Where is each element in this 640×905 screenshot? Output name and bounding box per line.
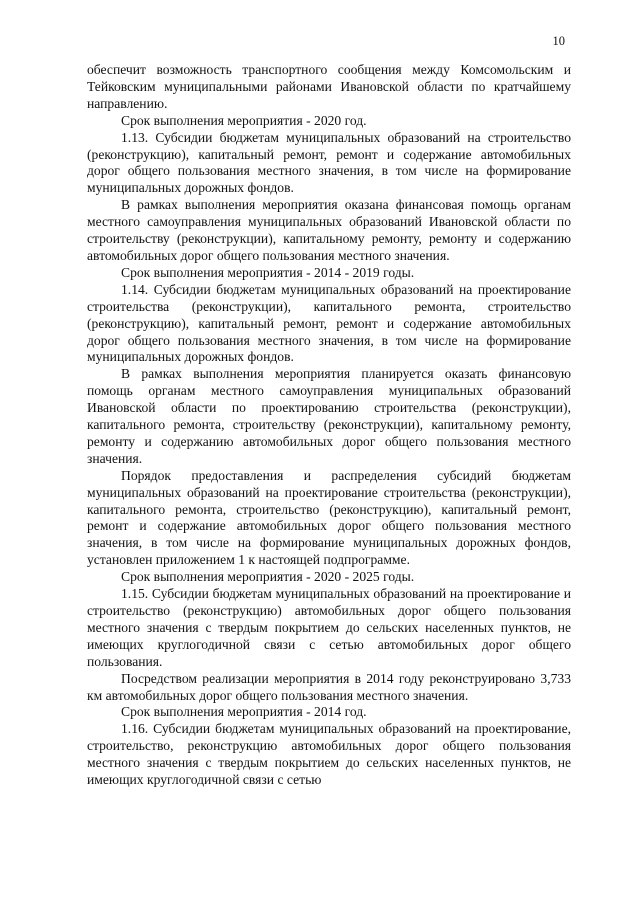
paragraph-item-1-14: 1.14. Субсидии бюджетам муниципальных образований на проектирование строительства (реконструкции), капитального ремонта, строительство (реконструкцию), капитальный ремонт, ремонт и содержание автомобильных дорог общего пользования местного значения, в том числе на формирование муниципальных дорожных фондов. bbox=[87, 281, 571, 365]
paragraph-item-1-15: 1.15. Субсидии бюджетам муниципальных образований на проектирование и строительство (реконструкцию) автомобильных дорог общего пользования местного значения с твердым покрытием до сельских населенных пунктов, не имеющих круглогодичной связи с сетью автомобильных дорог общего пользования. bbox=[87, 586, 571, 669]
paragraph-item-1-13: 1.13. Субсидии бюджетам муниципальных образований на строительство (реконструкцию), капитальный ремонт, ремонт и содержание автомобильных дорог общего пользования местного значения, в том числе на формирование муниципальных дорожных фондов. bbox=[87, 129, 571, 196]
page-number: 10 bbox=[552, 34, 565, 48]
paragraph-deadline-2020-2025: Срок выполнения мероприятия - 2020 - 2025 годы. bbox=[121, 569, 415, 585]
paragraph-item-1-15-result: Посредством реализации мероприятия в 2014 году реконструировано 3,733 км автомобильных дорог общего пользования местного значения. bbox=[87, 670, 571, 703]
paragraph-item-1-16: 1.16. Субсидии бюджетам муниципальных образований на проектирование, строительство, реконструкцию автомобильных дорог общего пользования местного значения с твердым покрытием до сельских населенных пунктов, не имеющих круглогодичной связи с сетью bbox=[87, 721, 571, 788]
paragraph-item-1-14-description: В рамках выполнения мероприятия планируется оказать финансовую помощь органам местного самоуправления муниципальных образований Ивановской области по проектированию строительства (реконструкции), капитального ремонта, строительству (реконструкции), капитальному ремонту, ремонту и содержанию автомобильных дорог общего пользования местного значения. bbox=[87, 366, 571, 466]
paragraph-deadline-2020: Срок выполнения мероприятия - 2020 год. bbox=[121, 112, 367, 128]
document-body bbox=[87, 62, 571, 789]
paragraph-continuation: обеспечит возможность транспортного сообщения между Комсомольским и Тейковским муниципальными районами Ивановской области по кратчайшему направлению. bbox=[87, 62, 571, 111]
paragraph-deadline-2014: Срок выполнения мероприятия - 2014 год. bbox=[121, 704, 367, 720]
paragraph-subsidy-procedure: Порядок предоставления и распределения субсидий бюджетам муниципальных образований на проектирование строительства (реконструкции), капитального ремонта, строительство (реконструкцию), капитальный ремонт, ремонт и содержание автомобильных дорог общего пользования местного значения, в том числе на формирование муниципальных дорожных фондов, установлен приложением 1 к настоящей подпрограмме. bbox=[87, 467, 571, 568]
paragraph-item-1-13-description: В рамках выполнения мероприятия оказана финансовая помощь органам местного самоуправления муниципальных образований Ивановской области по строительству (реконструкции), капитальному ремонту, ремонту и содержанию автомобильных дорог общего пользования местного значения. bbox=[87, 197, 571, 263]
paragraph-deadline-2014-2019: Срок выполнения мероприятия - 2014 - 2019 годы. bbox=[121, 264, 415, 280]
